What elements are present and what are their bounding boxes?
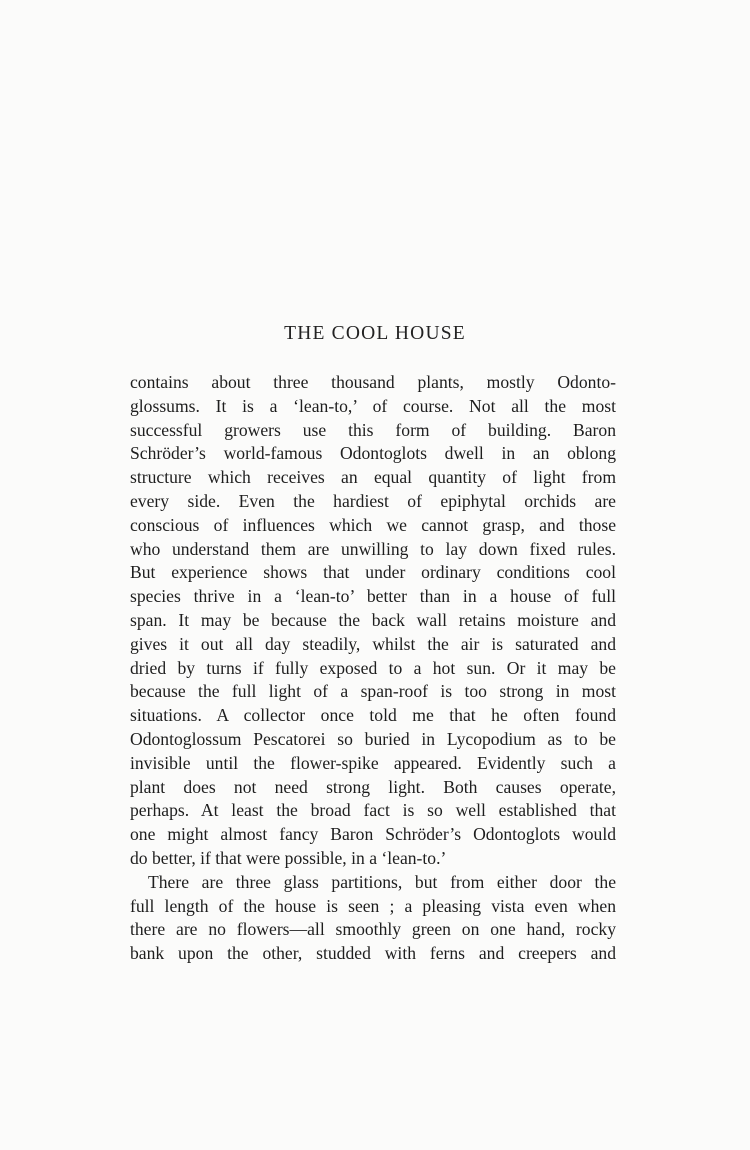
show-through-texture: [230, 148, 560, 186]
text-line: who understand them are unwilling to lay down fixed rules.: [130, 538, 616, 559]
text-line: dried by turns if fully exposed to a hot sun. Or it may be: [130, 657, 616, 678]
text-line: because the full light of a span-roof is too strong in most: [130, 681, 616, 702]
paragraph-2: [130, 871, 616, 966]
body-text: [130, 371, 616, 966]
text-line: structure which receives an equal quantity of light from: [130, 467, 616, 488]
text-line: situations. A collector once told me that he often found: [130, 705, 616, 726]
text-line: do better, if that were possible, in a ‘lean-to.’: [130, 847, 447, 868]
text-line: there are no flowers—all smoothly green on one hand, rocky: [130, 919, 616, 940]
text-line: There are three glass partitions, but from either door the: [148, 871, 616, 892]
text-line: conscious of influences which we cannot grasp, and those: [130, 514, 616, 535]
running-head: THE COOL HOUSE: [284, 323, 466, 344]
text-line: gives it out all day steadily, whilst the air is saturated and: [130, 633, 616, 654]
text-line: perhaps. At least the broad fact is so well established that: [130, 800, 616, 821]
text-line: plant does not need strong light. Both causes operate,: [130, 776, 616, 797]
paragraph-1: [130, 371, 616, 871]
text-line: contains about three thousand plants, mostly Odonto-: [130, 372, 616, 392]
text-line: Schröder’s world-famous Odontoglots dwell in an oblong: [130, 443, 616, 464]
text-line: full length of the house is seen ; a pleasing vista even when: [130, 895, 616, 916]
text-line: successful growers use this form of building. Baron: [130, 419, 616, 440]
text-line: span. It may be because the back wall retains moisture and: [130, 609, 616, 630]
text-line: species thrive in a ‘lean-to’ better than in a house of full: [130, 586, 616, 607]
text-line: Odontoglossum Pescatorei so buried in Lycopodium as to be: [130, 728, 616, 749]
text-line: But experience shows that under ordinary conditions cool: [130, 562, 616, 583]
text-line: bank upon the other, studded with ferns and creepers and: [130, 943, 616, 964]
text-line: invisible until the flower-spike appeared. Evidently such a: [130, 752, 616, 773]
text-line: one might almost fancy Baron Schröder’s Odontoglots would: [130, 824, 616, 845]
text-line: every side. Even the hardiest of epiphytal orchids are: [130, 490, 616, 511]
text-line: glossums. It is a ‘lean-to,’ of course. Not all the most: [130, 395, 616, 416]
